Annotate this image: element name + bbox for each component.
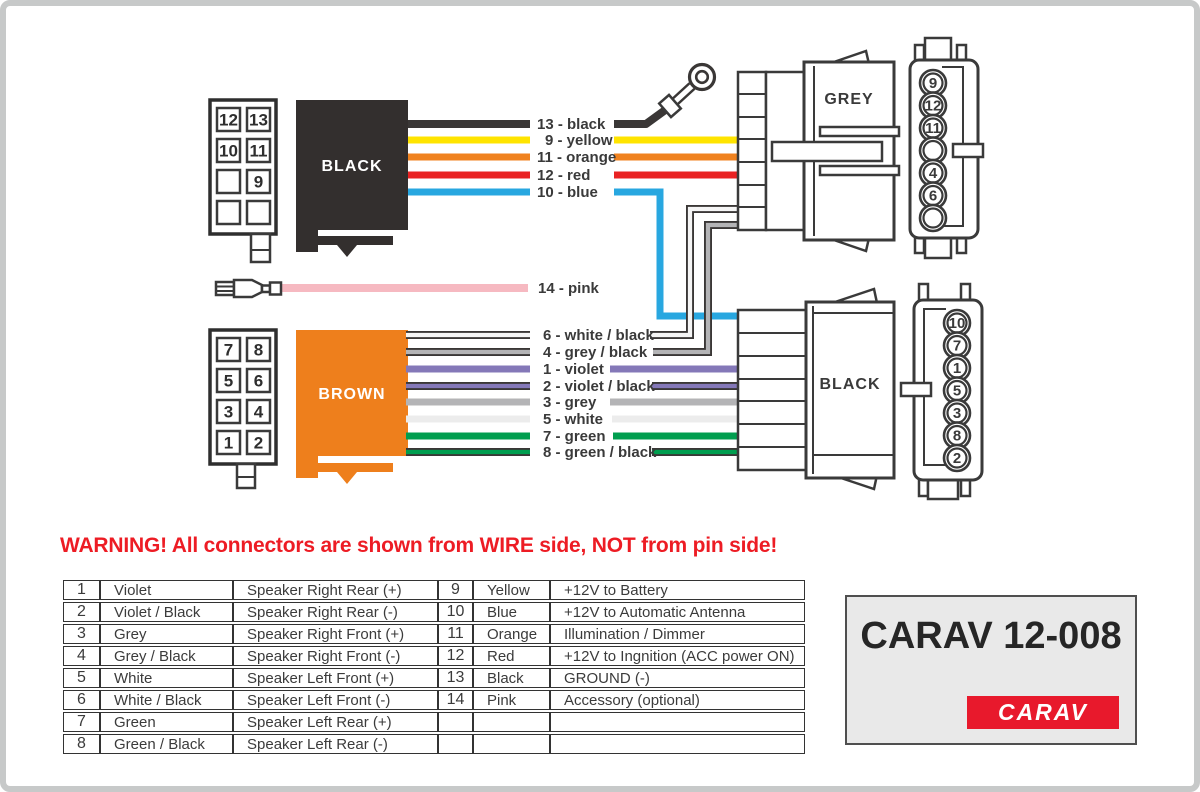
pin-number: 8 (253, 340, 264, 360)
cell-function (550, 712, 805, 732)
grey-connector-label: GREY (824, 91, 874, 108)
cell-pin: 10 (438, 602, 473, 622)
grey-quadlock-connector (738, 51, 899, 251)
pin-number: 10 (219, 141, 238, 161)
ground-ring-terminal (659, 65, 714, 118)
pin-number: 7 (952, 337, 962, 355)
cell-function: Speaker Left Front (+) (233, 668, 438, 688)
cell-pin: 2 (63, 602, 100, 622)
wire-green (406, 428, 739, 445)
wire-label: 10 - blue (537, 184, 598, 201)
bullet-terminal (216, 282, 234, 295)
cell-function (550, 734, 805, 754)
pink-wire (216, 280, 600, 297)
product-card (845, 595, 1137, 745)
pin-number: 4 (928, 165, 938, 182)
cell-pin: 13 (438, 668, 473, 688)
slot (820, 166, 899, 175)
cell-function: Speaker Right Front (+) (233, 624, 438, 644)
cell-color: Black (473, 668, 550, 688)
table-row (63, 646, 805, 666)
pin-number: 6 (928, 187, 938, 205)
cell-function: Speaker Left Rear (-) (233, 734, 438, 754)
cell-color: Green (100, 712, 233, 732)
black-plug-label: BLACK (321, 158, 383, 175)
pin-number: 9 (928, 75, 938, 92)
cell-pin: 11 (438, 624, 473, 644)
pin-number: 3 (223, 402, 234, 422)
cell-pin: 3 (63, 624, 100, 644)
cell-function: Speaker Left Rear (+) (233, 712, 438, 732)
black-round-connector (901, 284, 982, 499)
pinout-table (63, 578, 805, 756)
key-notch (901, 383, 931, 396)
table-row (63, 690, 805, 710)
slot (820, 127, 899, 136)
cell-color: Violet / Black (100, 602, 233, 622)
cell-pin: 12 (438, 646, 473, 666)
ring-hole (696, 71, 708, 83)
pin-number: 12 (219, 110, 238, 130)
cell-pin: 8 (63, 734, 100, 754)
key-notch (953, 144, 983, 157)
cell-function: Speaker Right Rear (-) (233, 602, 438, 622)
cell-color: Green / Black (100, 734, 233, 754)
pin-number: 11 (925, 120, 941, 137)
cell-pin: 9 (438, 580, 473, 600)
iso-grid-top (210, 100, 276, 262)
pin-number: 1 (952, 360, 962, 377)
cell-function: +12V to Automatic Antenna (550, 602, 805, 622)
wire-label: 2 - violet / black (543, 378, 655, 395)
pin-number: 2 (952, 450, 962, 467)
wire-label: 7 - green (543, 428, 606, 445)
table-row (63, 712, 805, 732)
pin-number: 9 (253, 172, 264, 192)
brand-logo: CARAV (967, 696, 1119, 729)
wire-violet-black (406, 378, 739, 395)
pin-number: 6 (253, 371, 264, 391)
cell-pin: 14 (438, 690, 473, 710)
wire-orange (408, 149, 739, 166)
wire-label: 14 - pink (538, 280, 599, 297)
pin-number: 8 (952, 427, 962, 445)
cell-color: Blue (473, 602, 550, 622)
cell-function: +12V to Ingnition (ACC power ON) (550, 646, 805, 666)
cell-function: +12V to Battery (550, 580, 805, 600)
wire-label: 13 - black (537, 116, 606, 133)
cell-color (473, 734, 550, 754)
wire-violet (406, 361, 739, 378)
iso-grid-bottom (210, 330, 276, 488)
pin-number: 7 (223, 340, 234, 360)
wire-label: 4 - grey / black (543, 344, 648, 361)
table-row (63, 624, 805, 644)
cell-function: Speaker Left Front (-) (233, 690, 438, 710)
cell-color: Grey (100, 624, 233, 644)
brown-plug (296, 330, 408, 484)
pin-number: 3 (952, 405, 962, 422)
wire-label: 1 - violet (543, 361, 604, 378)
cell-color: White / Black (100, 690, 233, 710)
cell-color: Red (473, 646, 550, 666)
table-row (63, 602, 805, 622)
wire-black (408, 108, 668, 133)
pin-number: 13 (249, 110, 268, 130)
black-plug (296, 100, 408, 257)
pin-number: 12 (924, 97, 942, 115)
table-row (63, 734, 805, 754)
cell-color: Orange (473, 624, 550, 644)
pin-number: 11 (249, 141, 268, 161)
brown-plug-label: BROWN (318, 386, 386, 403)
wire-label: 12 - red (537, 167, 591, 184)
cell-color (473, 712, 550, 732)
cell-function: Speaker Right Front (-) (233, 646, 438, 666)
cell-color: Yellow (473, 580, 550, 600)
wire-white-black (406, 209, 739, 344)
lock-bar (772, 142, 882, 161)
cell-color: Pink (473, 690, 550, 710)
wire-yellow (408, 132, 739, 149)
cell-function: Illumination / Dimmer (550, 624, 805, 644)
cell-pin: 4 (63, 646, 100, 666)
black-connector-label: BLACK (819, 376, 881, 393)
pin-number: 4 (253, 402, 264, 422)
cell-color: Violet (100, 580, 233, 600)
wire-white (406, 411, 739, 428)
cell-function: Speaker Right Rear (+) (233, 580, 438, 600)
cell-pin: 1 (63, 580, 100, 600)
grey-round-connector (910, 38, 983, 258)
pin-number: 1 (223, 433, 234, 453)
pin-number: 2 (253, 433, 264, 453)
pin-number: 10 (948, 315, 966, 332)
cell-color: White (100, 668, 233, 688)
wire-label: 3 - grey (543, 394, 597, 411)
wire-label: 5 - white (543, 411, 604, 428)
cell-pin: 6 (63, 690, 100, 710)
wire-label: 9 - yellow (545, 132, 613, 149)
cell-pin: 5 (63, 668, 100, 688)
cell-function: GROUND (-) (550, 668, 805, 688)
cell-function: Accessory (optional) (550, 690, 805, 710)
pin-number: 5 (223, 371, 234, 391)
cell-pin (438, 712, 473, 732)
table-row (63, 668, 805, 688)
wire-red (408, 167, 739, 184)
black-quadlock-connector (738, 289, 894, 489)
iso-grid-top-tab (251, 234, 270, 262)
wire-label: 6 - white / black (543, 327, 654, 344)
wire-label: 8 - green / black (543, 444, 657, 461)
cell-pin (438, 734, 473, 754)
wire-grey (406, 394, 739, 411)
cell-pin: 7 (63, 712, 100, 732)
wire-green-black (406, 444, 739, 461)
pin-number: 5 (952, 382, 962, 400)
product-title: CARAV 12-008 (860, 615, 1122, 657)
wire-label: 11 - orange (537, 149, 617, 166)
table-row (63, 580, 805, 600)
cell-color: Grey / Black (100, 646, 233, 666)
warning-text: WARNING! All connectors are shown from WIRE side, NOT from pin side! (60, 534, 778, 557)
